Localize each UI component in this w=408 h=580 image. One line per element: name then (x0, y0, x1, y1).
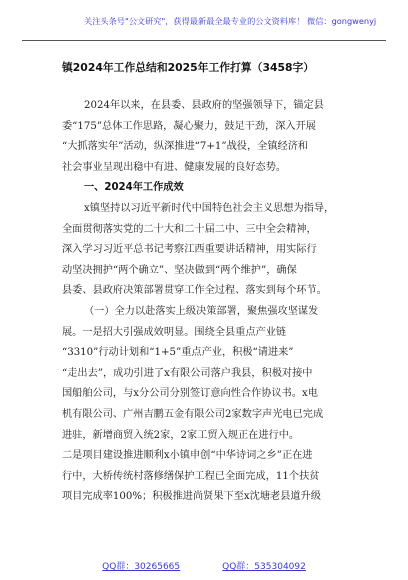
body-line: 委“175”总体工作思路，凝心聚力，鼓足干劲，深入开展 (62, 120, 316, 132)
page-footer (0, 559, 408, 572)
body-line: x镇坚持以习近平新时代中国特色社会主义思想为指导， (84, 202, 335, 214)
body-line: 社会事业呈现出稳中有进、健康发展的良好态势。 (62, 161, 287, 173)
body-line: 项目完成率100%；积极推进尚贤果下至x沈塘老县道升级 (62, 491, 321, 503)
page-header: 关注头条号"公文研究"，获得最新最全最专业的公文资料库！ 微信：gongwenyj (84, 16, 377, 26)
body-line: 县委、县政府决策部署贯穿工作全过程、落实到每个环节。 (62, 285, 327, 297)
body-line: 二是项目建设推进顺利x小镇申创“中华诗词之乡”正在进 (62, 450, 313, 462)
body-line: 2024年以来，在县委、县政府的坚强领导下，锚定县 (84, 100, 324, 111)
body-line: （一）全力以赴落实上级决策部署，聚焦强攻坚谋发 (84, 305, 319, 317)
body-line: 行中，大桥传统村落修缮保护工程已全面完成，11个扶贫 (62, 470, 320, 482)
body-line: 深入学习习近平总书记考察江西重要讲话精神，用实际行 (62, 244, 317, 256)
body-line: 国船舶公司，与x分公司分别签订意向性合作协议书。x电 (62, 388, 318, 400)
body-line: 机有限公司、广州吉鹏五金有限公司2家数字声光电已完成 (62, 408, 324, 420)
body-line: 进驻，新增商贸入统2家，2家工贸入规正在进行中。 (62, 429, 300, 441)
body-line: “大抓落实年”活动，纵深推进“7+1”战役，全镇经济和 (62, 141, 309, 153)
document-body (62, 96, 346, 508)
header-divider (22, 40, 386, 41)
document-title: 镇2024年工作总结和2025年工作打算（3458字） (62, 61, 315, 74)
body-line: 全面贯彻落实党的二十大和二十届二中、三中全会精神， (62, 223, 317, 235)
body-line: “3310”行动计划和“1+5”重点产业，积极“请进来” (62, 347, 294, 359)
body-line: 展。一是招大引强成效明显。围绕全县重点产业链 (62, 326, 287, 338)
section-heading: 一、2024年工作成效 (84, 182, 184, 194)
body-line: 动坚决拥护“两个确立”、坚决做到“两个维护”，确保 (62, 264, 297, 276)
qq-group-1[interactable]: QQ群：30265665 (102, 562, 181, 572)
body-line: “走出去”，成功引进了x有限公司落户我县，积极对接中 (62, 367, 313, 379)
qq-group-2[interactable]: QQ群：535304092 (222, 562, 306, 572)
